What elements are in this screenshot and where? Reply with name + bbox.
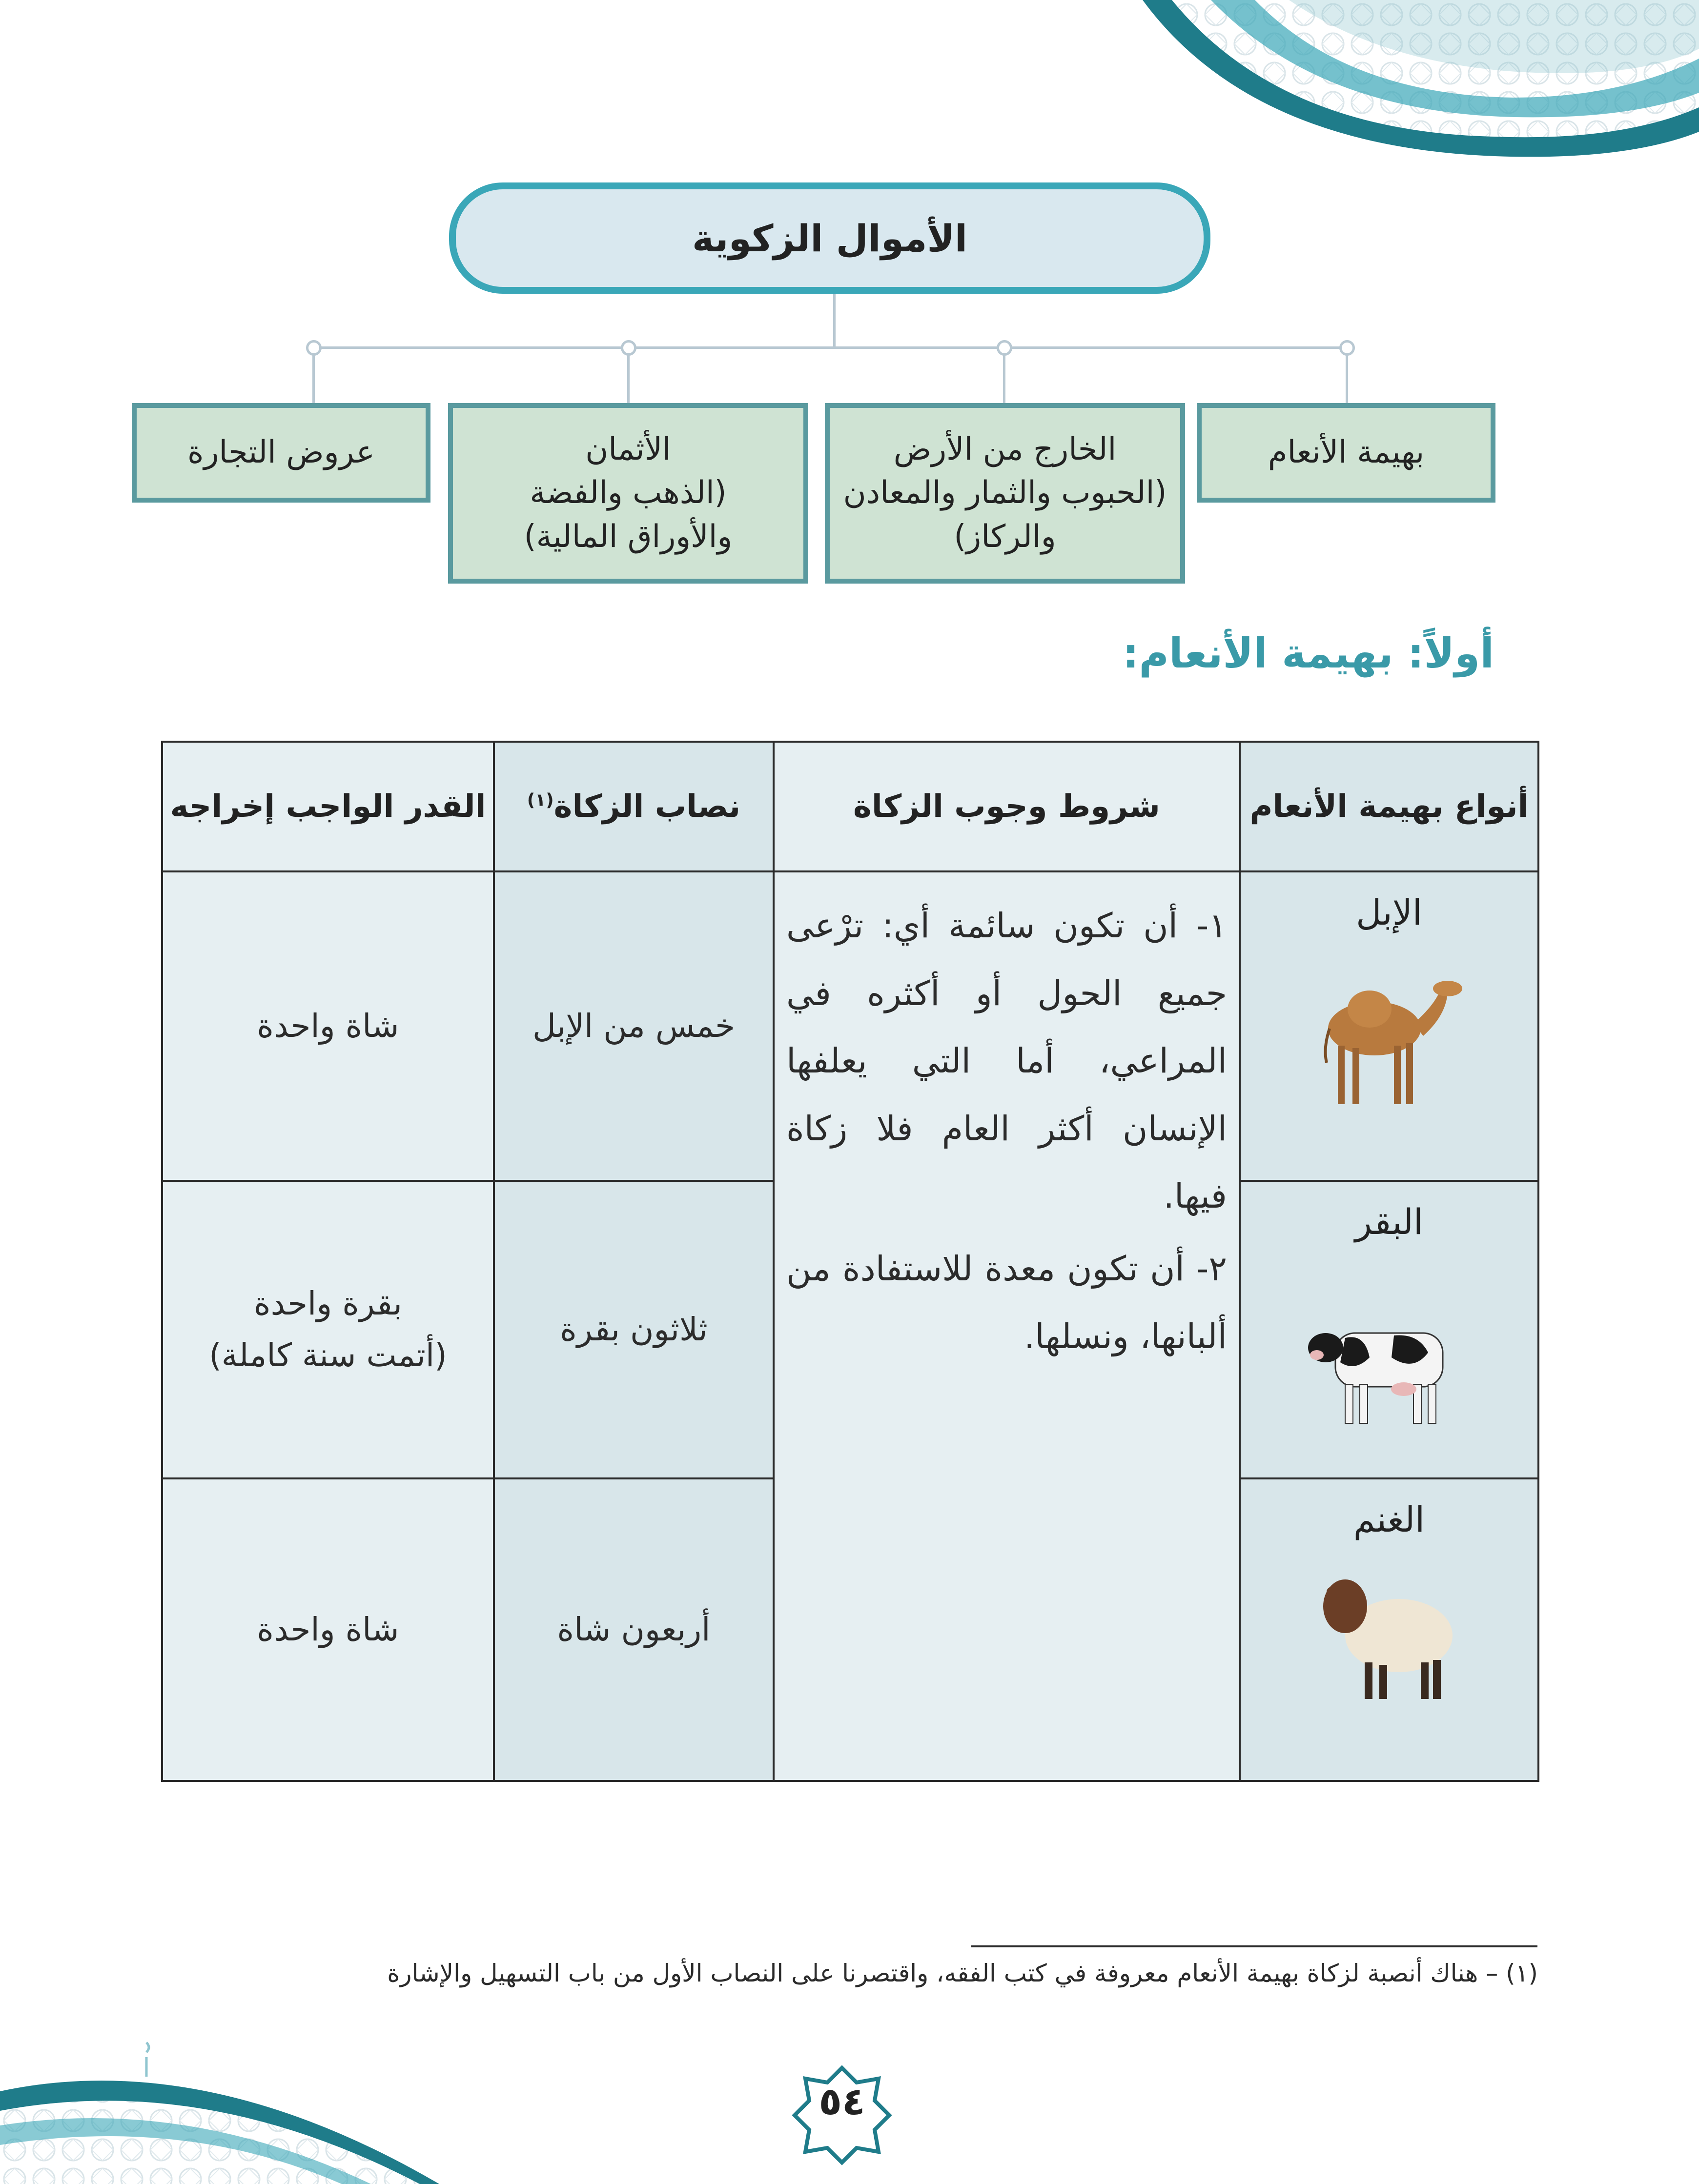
- category-livestock: [1197, 403, 1495, 503]
- table-row: [162, 871, 1538, 1181]
- footnote-mark: (١): [527, 790, 554, 810]
- category-prices: [448, 403, 808, 584]
- connector-horizontal: [312, 346, 1348, 349]
- connector-drop-1: [1346, 347, 1348, 404]
- diagram-title: الأموال الزكوية: [692, 216, 968, 260]
- animal-cell-cow: [1240, 1181, 1538, 1478]
- category-livestock-label: بهيمة الأنعام: [1268, 434, 1425, 471]
- connector-drop-4: [312, 347, 315, 404]
- category-earth-produce-line-2: (الحبوب والثمار والمعادن: [843, 475, 1167, 511]
- connector-node-1: [1339, 340, 1355, 356]
- animal-name-camel: الإبل: [1356, 892, 1422, 933]
- connector-drop-3: [627, 347, 630, 404]
- footnote-separator: [971, 1945, 1537, 1947]
- nisab-cow: ثلاثون بقرة: [494, 1181, 774, 1478]
- condition-1: ١- أن تكون سائمة أي: ترْعى جميع الحول أو أكثره في المراعي، أما التي يعلفها الإنسان أكثر العام فلا زكاة فيها.: [786, 906, 1227, 1216]
- amount-sheep: [162, 1478, 494, 1781]
- category-earth-produce: [825, 403, 1185, 584]
- conditions-cell: [774, 871, 1240, 1781]
- animal-cell-camel: [1240, 871, 1538, 1181]
- header-nisab: [494, 742, 774, 871]
- connector-node-4: [306, 340, 322, 356]
- amount-cow-line-2: (أتمت سنة كاملة): [209, 1336, 447, 1374]
- category-trade-goods-label: عروض التجارة: [187, 434, 375, 471]
- header-conditions: شروط وجوب الزكاة: [774, 742, 1240, 871]
- connector-drop-2: [1003, 347, 1005, 404]
- section-heading: أولاً: بهيمة الأنعام:: [1122, 629, 1494, 677]
- decorative-corner-top: [1143, 0, 1699, 161]
- connector-node-3: [621, 340, 636, 356]
- diagram-title-box: [449, 182, 1210, 294]
- camel-icon: [1301, 970, 1477, 1116]
- category-trade-goods: [132, 403, 430, 503]
- category-earth-produce-line-3: والركاز): [954, 518, 1056, 555]
- table-header-row: [162, 742, 1538, 871]
- header-nisab-label: نصاب الزكاة: [553, 789, 741, 825]
- amount-camel: [162, 871, 494, 1181]
- connector-trunk: [833, 294, 836, 348]
- category-earth-produce-line-1: الخارج من الأرض: [893, 431, 1117, 467]
- zakat-table: [161, 741, 1539, 1782]
- amount-cow: [162, 1181, 494, 1478]
- header-types: أنواع بهيمة الأنعام: [1240, 742, 1538, 871]
- decorative-corner-bottom: [0, 2018, 439, 2184]
- category-prices-line-1: الأثمان: [585, 431, 671, 467]
- header-amount: القدر الواجب إخراجه: [162, 742, 494, 871]
- amount-camel-line-1: شاة واحدة: [257, 1007, 399, 1045]
- connector-node-2: [997, 340, 1012, 356]
- nisab-camel: خمس من الإبل: [494, 871, 774, 1181]
- nisab-sheep: أربعون شاة: [494, 1478, 774, 1781]
- amount-cow-line-1: بقرة واحدة: [254, 1285, 402, 1323]
- category-prices-line-2: (الذهب والفضة: [530, 475, 727, 511]
- condition-2: ٢- أن تكون معدة للاستفادة من ألبانها، ونسلها.: [786, 1248, 1227, 1356]
- cow-icon: [1306, 1299, 1472, 1431]
- animal-cell-sheep: [1240, 1478, 1538, 1781]
- category-prices-line-3: والأوراق المالية): [524, 518, 733, 555]
- amount-sheep-line-1: شاة واحدة: [257, 1611, 399, 1649]
- animal-name-cow: البقر: [1355, 1201, 1423, 1242]
- page-number: ٥٤: [819, 2080, 865, 2123]
- animal-name-sheep: الغنم: [1353, 1499, 1425, 1540]
- footnote-text: (١) – هناك أنصبة لزكاة بهيمة الأنعام معروفة في كتب الفقه، واقتصرنا على النصاب الأول من باب التسهيل والإشارة: [387, 1959, 1538, 1987]
- sheep-icon: [1311, 1562, 1467, 1709]
